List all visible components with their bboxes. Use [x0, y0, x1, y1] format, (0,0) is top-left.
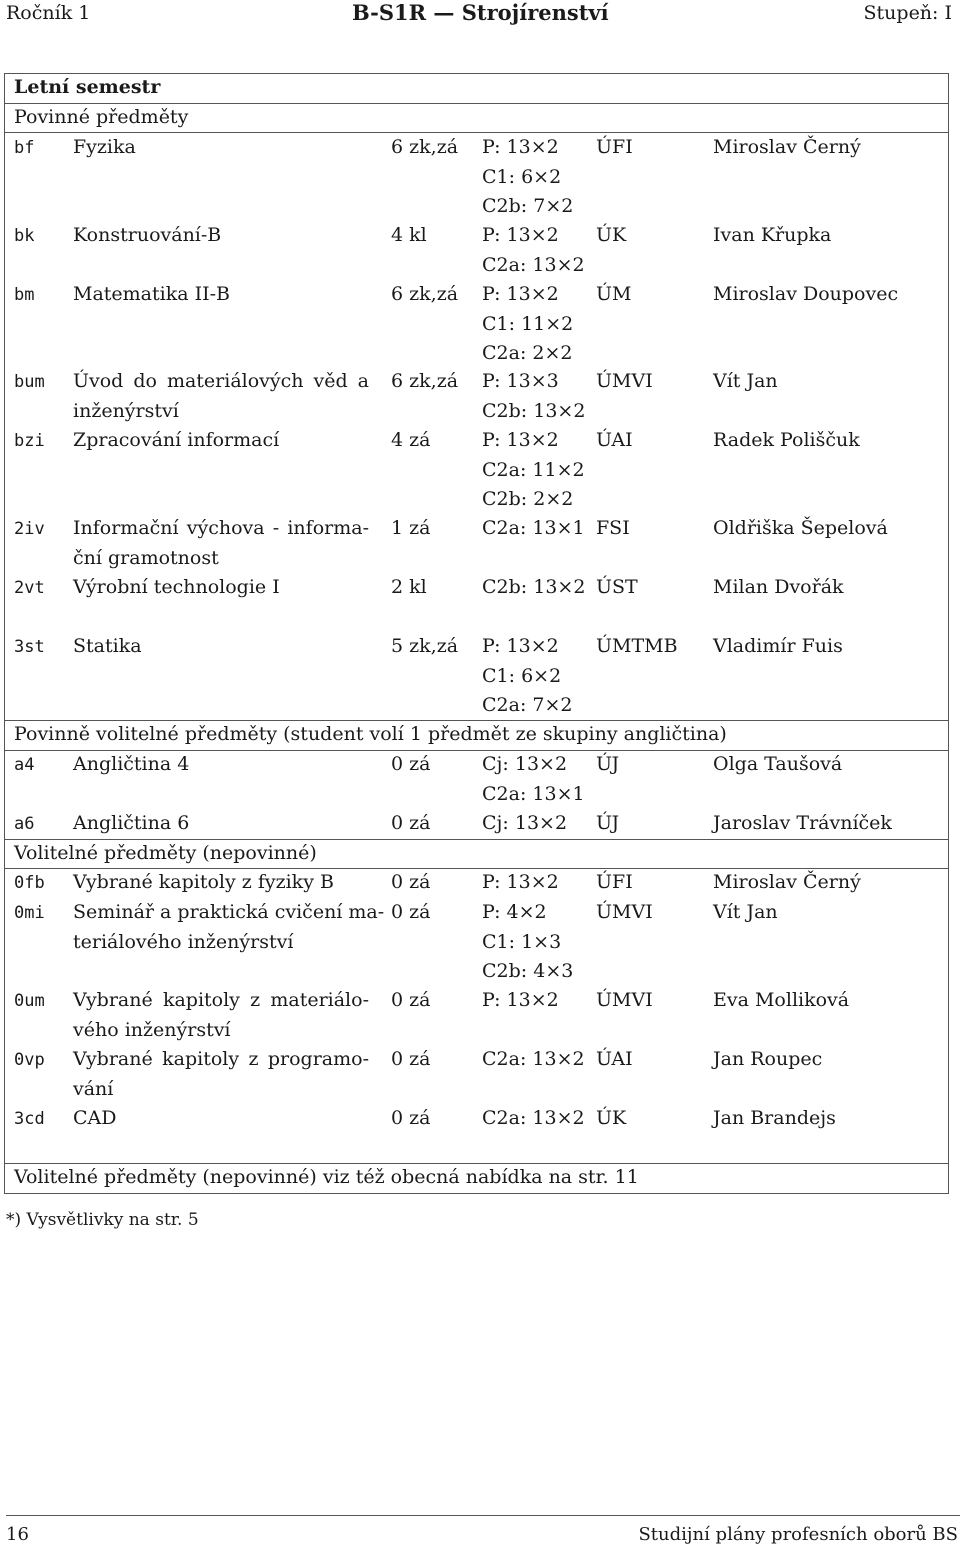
course-class-hours: C2a: 2×2 — [482, 342, 573, 364]
course-class-hours: C2b: 7×2 — [482, 195, 574, 217]
course-class-hours: P: 13×3 — [482, 370, 559, 392]
course-name — [73, 547, 219, 569]
divider — [4, 750, 949, 751]
course-class-hours: C2a: 11×2 — [482, 458, 585, 481]
course-credits: 4 kl — [391, 224, 427, 246]
table-footer-note: Volitelné předměty (nepovinné) viz též obecná nabídka na str. 11 — [14, 1166, 639, 1188]
course-department: ÚM — [596, 283, 632, 305]
course-department: ÚMVI — [596, 901, 653, 923]
course-name-line: Úvod do materiálových věd a — [73, 370, 369, 392]
course-teacher: Vladimír Fuis — [713, 635, 843, 657]
footnote: *) Vysvětlivky na str. 5 — [6, 1210, 199, 1230]
footer-title: Studijní plány profesních oborů BS — [638, 1524, 958, 1545]
course-name — [73, 1048, 369, 1070]
course-teacher: Miroslav Černý — [713, 136, 861, 158]
header-left: Ročník 1 — [6, 2, 91, 24]
course-credits: 0 zá — [391, 871, 431, 893]
course-name-line: Vybrané kapitoly z programo- — [73, 1048, 369, 1070]
header-right: Stupeň: I — [863, 2, 952, 24]
course-class-hours: C1: 11×2 — [482, 312, 574, 335]
course-teacher: Jan Roupec — [713, 1048, 823, 1070]
course-department: ÚMVI — [596, 989, 653, 1011]
course-class-hours: P: 13×2 — [482, 871, 559, 893]
course-code: 0fb — [14, 873, 45, 893]
course-teacher: Eva Molliková — [713, 989, 850, 1011]
course-name-line: Zpracování informací — [73, 429, 280, 451]
course-department: ÚAI — [596, 429, 633, 451]
group-title: Volitelné předměty (nepovinné) — [14, 842, 317, 864]
course-code: 0vp — [14, 1050, 45, 1070]
course-name-line: teriálového inženýrství — [73, 930, 294, 953]
course-name-line: CAD — [73, 1107, 117, 1129]
course-class-hours: C2a: 13×1 — [482, 782, 585, 805]
course-teacher: Vít Jan — [713, 370, 778, 392]
course-class-hours: P: 13×2 — [482, 989, 559, 1011]
course-code: bm — [14, 285, 35, 305]
course-credits: 0 zá — [391, 989, 431, 1011]
divider — [4, 103, 949, 104]
course-name — [73, 1107, 117, 1129]
course-code: bum — [14, 372, 45, 392]
course-name — [73, 429, 279, 451]
course-credits: 0 zá — [391, 1048, 431, 1070]
course-name-line: inženýrství — [73, 399, 179, 422]
course-name — [73, 753, 189, 775]
page-number: 16 — [6, 1524, 29, 1545]
course-class-hours: P: 13×2 — [482, 635, 559, 657]
course-teacher: Jaroslav Trávníček — [713, 812, 892, 834]
course-code: 0mi — [14, 903, 45, 923]
course-class-hours: C2b: 2×2 — [482, 488, 574, 510]
course-name-line: Angličtina 6 — [73, 812, 190, 834]
course-name — [73, 136, 136, 158]
course-teacher: Radek Poliščuk — [713, 429, 860, 451]
course-code: bf — [14, 138, 35, 158]
divider — [4, 720, 949, 721]
course-department: ÚST — [596, 576, 638, 598]
course-name-line: vání — [73, 1077, 114, 1100]
course-name-line: vého inženýrství — [73, 1018, 231, 1041]
course-class-hours: C2a: 13×2 — [482, 253, 585, 276]
course-code: a6 — [14, 814, 35, 834]
course-name-line: Konstruování-B — [73, 224, 222, 246]
course-class-hours: C2b: 13×2 — [482, 399, 586, 422]
course-class-hours: P: 13×2 — [482, 224, 559, 246]
course-teacher: Ivan Křupka — [713, 224, 832, 246]
course-name — [73, 517, 369, 539]
course-code: 2iv — [14, 519, 45, 539]
course-name-line: Vybrané kapitoly z materiálo- — [73, 989, 369, 1011]
course-class-hours: C2a: 13×1 — [482, 517, 585, 539]
course-class-hours: C2b: 4×3 — [482, 960, 574, 982]
footer-rule — [6, 1515, 960, 1516]
divider — [4, 1163, 949, 1164]
course-name-line: Informační výchova - informa- — [73, 517, 369, 539]
course-department: ÚJ — [596, 812, 620, 834]
course-department: FSI — [596, 517, 630, 539]
course-name — [73, 576, 280, 598]
course-class-hours: C2a: 13×2 — [482, 1107, 585, 1129]
course-code: 3cd — [14, 1109, 45, 1129]
course-code: bk — [14, 226, 35, 246]
course-credits: 5 zk,zá — [391, 635, 459, 657]
course-teacher: Miroslav Černý — [713, 871, 861, 893]
course-name-line: ční gramotnost — [73, 546, 219, 569]
course-name-line: Statika — [73, 635, 142, 657]
group-title: Povinné předměty — [14, 106, 189, 128]
course-name-line: Výrobní technologie I — [73, 576, 280, 598]
course-name — [73, 1019, 231, 1041]
course-teacher: Oldřiška Šepelová — [713, 517, 888, 539]
course-department: ÚK — [596, 1107, 627, 1129]
course-department: ÚFI — [596, 871, 633, 893]
course-teacher: Miroslav Doupovec — [713, 283, 899, 305]
course-department: ÚAI — [596, 1048, 633, 1070]
course-class-hours: C1: 6×2 — [482, 664, 562, 687]
course-name — [73, 1078, 113, 1100]
semester-title: Letní semestr — [14, 76, 161, 98]
course-name — [73, 901, 385, 923]
course-class-hours: C1: 1×3 — [482, 930, 562, 953]
course-credits: 0 zá — [391, 1107, 431, 1129]
course-teacher: Olga Taušová — [713, 753, 843, 775]
course-credits: 6 zk,zá — [391, 370, 459, 392]
divider — [4, 839, 949, 840]
course-name — [73, 871, 334, 893]
course-class-hours: Cj: 13×2 — [482, 812, 568, 834]
course-name — [73, 224, 221, 246]
course-teacher: Jan Brandejs — [713, 1107, 836, 1129]
course-department: ÚFI — [596, 136, 633, 158]
course-class-hours: Cj: 13×2 — [482, 753, 568, 775]
course-class-hours: C1: 6×2 — [482, 165, 562, 188]
course-name — [73, 931, 293, 953]
course-code: a4 — [14, 755, 35, 775]
course-class-hours: P: 4×2 — [482, 901, 547, 923]
course-class-hours: C2b: 13×2 — [482, 576, 586, 598]
course-department: ÚMTMB — [596, 635, 678, 657]
course-code: 3st — [14, 637, 45, 657]
course-department: ÚJ — [596, 753, 620, 775]
course-name-line: Vybrané kapitoly z fyziky B — [73, 871, 334, 893]
course-teacher: Milan Dvořák — [713, 576, 844, 598]
course-class-hours: P: 13×2 — [482, 136, 559, 158]
course-class-hours: P: 13×2 — [482, 429, 559, 451]
course-code: 2vt — [14, 578, 45, 598]
course-name — [73, 989, 369, 1011]
divider — [4, 132, 949, 133]
course-name-line: Matematika II-B — [73, 283, 230, 305]
course-class-hours: P: 13×2 — [482, 283, 559, 305]
course-department: ÚK — [596, 224, 627, 246]
course-name — [73, 635, 142, 657]
course-credits: 6 zk,zá — [391, 136, 459, 158]
course-code: 0um — [14, 991, 45, 1011]
course-class-hours: C2a: 13×2 — [482, 1048, 585, 1070]
course-credits: 6 zk,zá — [391, 283, 459, 305]
course-code: bzi — [14, 431, 45, 451]
divider — [4, 868, 949, 869]
course-name-line: Angličtina 4 — [73, 753, 190, 775]
course-name-line: Fyzika — [73, 136, 136, 158]
course-credits: 1 zá — [391, 517, 431, 539]
course-credits: 0 zá — [391, 812, 431, 834]
course-credits: 0 zá — [391, 901, 431, 923]
course-credits: 0 zá — [391, 753, 431, 775]
group-title: Povinně volitelné předměty (student volí 1 předmět ze skupiny angličtina) — [14, 723, 727, 745]
course-department: ÚMVI — [596, 370, 653, 392]
course-name-line: Seminář a praktická cvičení ma- — [73, 901, 385, 923]
course-credits: 2 kl — [391, 576, 427, 598]
course-name — [73, 812, 189, 834]
course-name — [73, 400, 179, 422]
course-class-hours: C2a: 7×2 — [482, 694, 573, 716]
course-name — [73, 283, 230, 305]
course-credits: 4 zá — [391, 429, 431, 451]
header-center: B-S1R — Strojírenství — [352, 0, 609, 25]
course-name — [73, 370, 369, 392]
course-teacher: Vít Jan — [713, 901, 778, 923]
